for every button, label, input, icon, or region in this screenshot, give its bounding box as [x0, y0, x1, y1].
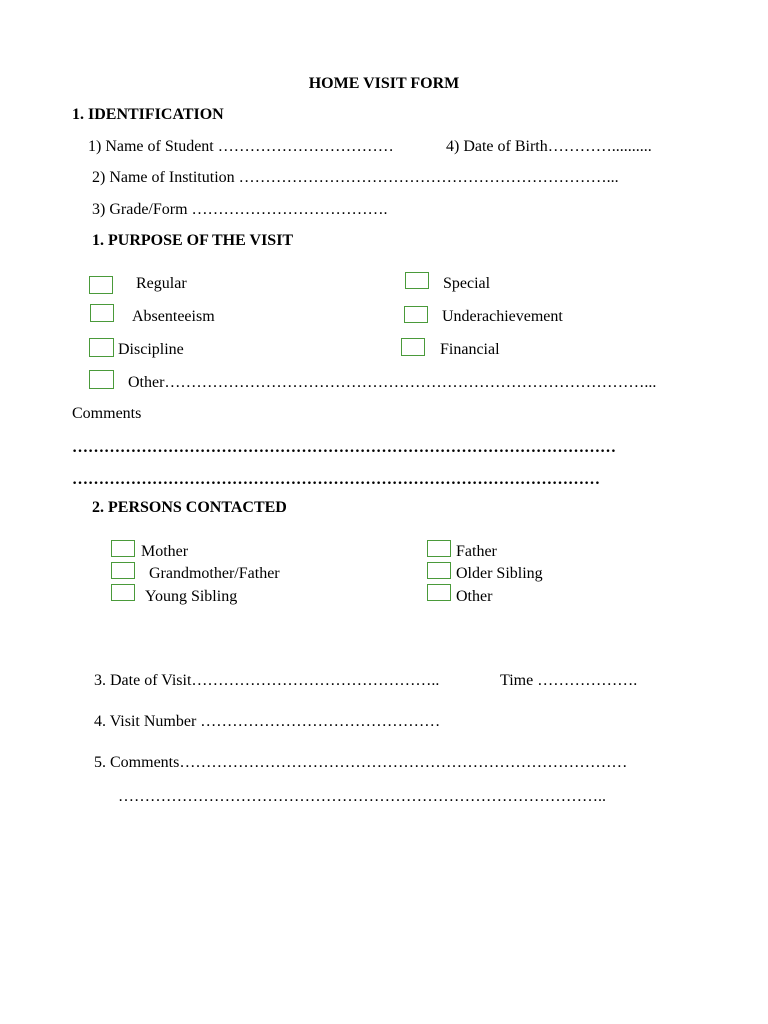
time-field[interactable]: Time ………………. — [500, 672, 638, 689]
father-label: Father — [456, 543, 497, 560]
grade-form-field[interactable]: 3) Grade/Form ………………………………. — [92, 201, 388, 218]
other-person-label: Other — [456, 588, 493, 605]
other-person-checkbox[interactable] — [427, 584, 451, 601]
special-label: Special — [443, 275, 491, 292]
comments-label: Comments — [72, 405, 142, 422]
financial-checkbox[interactable] — [401, 338, 425, 356]
absenteeism-checkbox[interactable] — [90, 304, 114, 322]
date-of-birth-field[interactable]: 4) Date of Birth………….......... — [446, 138, 652, 155]
discipline-label: Discipline — [118, 341, 184, 358]
discipline-checkbox[interactable] — [89, 338, 114, 357]
comments-line-1[interactable]: ………………………………………………………………………………………… — [72, 439, 616, 456]
name-of-institution-field[interactable]: 2) Name of Institution ……………………………………………………………... — [92, 169, 619, 186]
young-sibling-checkbox[interactable] — [111, 584, 135, 601]
underachievement-label: Underachievement — [442, 308, 563, 325]
date-of-visit-field[interactable]: 3. Date of Visit……………………………………….. — [94, 672, 440, 689]
young-sibling-label: Young Sibling — [145, 588, 238, 605]
persons-contacted-heading: 2. PERSONS CONTACTED — [92, 499, 287, 516]
identification-heading: 1. IDENTIFICATION — [72, 106, 224, 123]
other-purpose-field[interactable]: Other………………………………………………………………………………... — [128, 374, 657, 391]
father-checkbox[interactable] — [427, 540, 451, 557]
regular-label: Regular — [136, 275, 187, 292]
purpose-heading: 1. PURPOSE OF THE VISIT — [92, 232, 294, 249]
mother-checkbox[interactable] — [111, 540, 135, 557]
financial-label: Financial — [440, 341, 500, 358]
older-sibling-label: Older Sibling — [456, 565, 543, 582]
other-purpose-checkbox[interactable] — [89, 370, 114, 389]
visit-comments-field[interactable]: 5. Comments………………………………………………………………………… — [94, 754, 628, 771]
absenteeism-label: Absenteeism — [132, 308, 215, 325]
visit-comments-continued[interactable]: ……………………………………………………………………………….. — [118, 788, 606, 805]
grandparent-checkbox[interactable] — [111, 562, 135, 579]
name-of-student-field[interactable]: 1) Name of Student …………………………… — [88, 138, 394, 155]
older-sibling-checkbox[interactable] — [427, 562, 451, 579]
grandparent-label: Grandmother/Father — [149, 565, 280, 582]
visit-number-field[interactable]: 4. Visit Number ……………………………………… — [94, 713, 441, 730]
underachievement-checkbox[interactable] — [404, 306, 428, 323]
mother-label: Mother — [141, 543, 189, 560]
comments-line-2[interactable]: ……………………………………………………………………………………… — [72, 471, 600, 488]
regular-checkbox[interactable] — [89, 276, 113, 294]
form-title: HOME VISIT FORM — [308, 75, 460, 92]
special-checkbox[interactable] — [405, 272, 429, 289]
